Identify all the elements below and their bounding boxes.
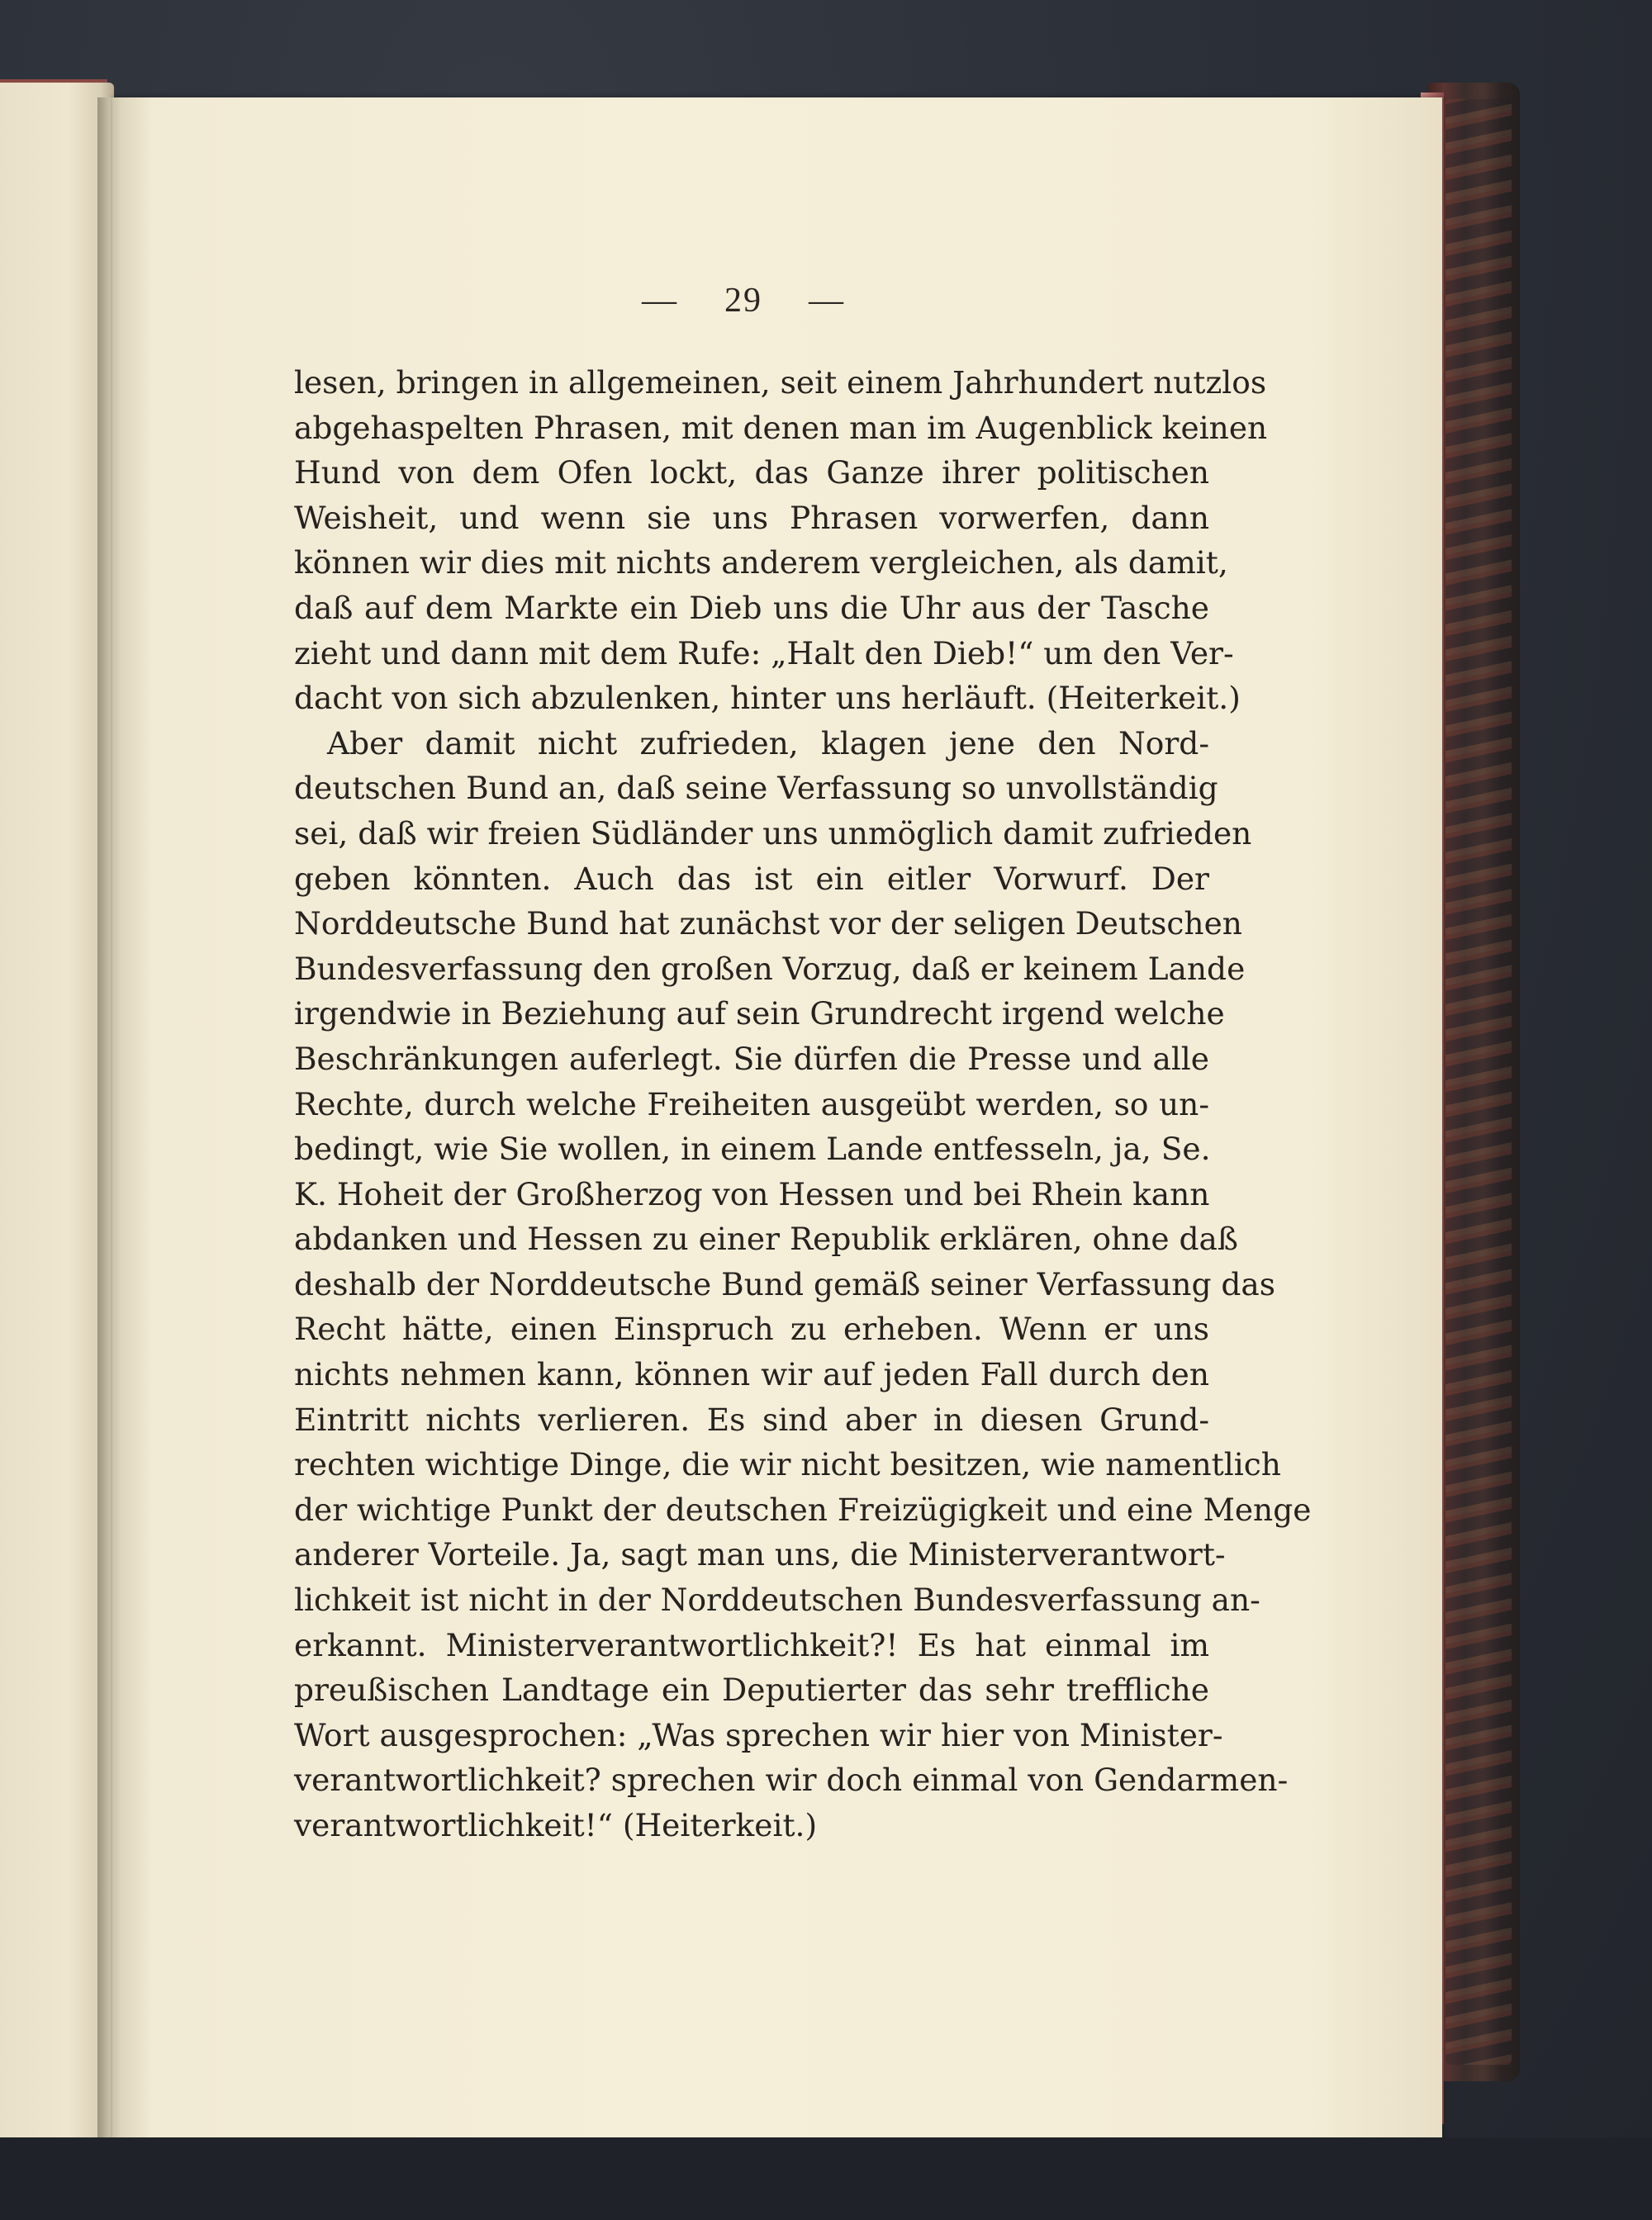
text-line: preußischen Landtage ein Deputierter das sehr treffliche (294, 1672, 1209, 1709)
text-line: nichts nehmen kann, können wir auf jeden Fall durch den (294, 1356, 1209, 1393)
text-line: abgehaspelten Phrasen, mit denen man im Augenblick keinen (294, 409, 1268, 446)
text-line: bedingt, wie Sie wollen, in einem Lande entfesseln, ja, Se. (294, 1131, 1211, 1168)
page-number-dash-right: — (809, 282, 845, 320)
text-line: Norddeutsche Bund hat zunächst vor der seligen Deutschen (294, 905, 1242, 942)
text-line: verantwortlichkeit!“ (Heiterkeit.) (294, 1807, 818, 1843)
text-line: rechten wichtige Dinge, die wir nicht besitzen, wie namentlich (294, 1446, 1281, 1483)
text-line: der wichtige Punkt der deutschen Freizügigkeit und eine Menge (294, 1491, 1312, 1528)
text-line: deutschen Bund an, daß seine Verfassung so unvollständig (294, 770, 1218, 807)
text-line: Beschränkungen auferlegt. Sie dürfen die Presse und alle (294, 1040, 1209, 1077)
text-line: erkannt. Ministerverantwortlichkeit?! Es hat einmal im (294, 1626, 1209, 1663)
text-line: Recht hätte, einen Einspruch zu erheben. Wenn er uns (294, 1311, 1209, 1348)
text-line: Eintritt nichts verlieren. Es sind aber in diesen Grund- (294, 1401, 1209, 1438)
bottom-background (0, 2137, 1652, 2220)
page-number (0, 281, 1487, 320)
text-line: irgendwie in Beziehung auf sein Grundrecht irgend welche (294, 995, 1225, 1032)
page-gutter (97, 97, 121, 2137)
text-line: Hund von dem Ofen lockt, das Ganze ihrer politischen (294, 454, 1209, 491)
text-line: daß auf dem Markte ein Dieb uns die Uhr aus der Tasche (294, 589, 1209, 626)
text-line: Wort ausgesprochen: „Was sprechen wir hier von Minister- (294, 1716, 1223, 1753)
page-number-value: 29 (724, 282, 762, 320)
marbled-cover-texture (1446, 99, 1512, 2065)
body-text (294, 360, 1312, 1848)
text-line: K. Hoheit der Großherzog von Hessen und bei Rhein kann (294, 1175, 1210, 1212)
text-line: abdanken und Hessen zu einer Republik erklären, ohne daß (294, 1221, 1238, 1258)
text-line: Bundesverfassung den großen Vorzug, daß er keinem Lande (294, 950, 1246, 987)
text-line: lesen, bringen in allgemeinen, seit einem Jahrhundert nutzlos (294, 364, 1267, 401)
text-line: zieht und dann mit dem Rufe: „Halt den Dieb!“ um den Ver- (294, 634, 1234, 671)
text-line: anderer Vorteile. Ja, sagt man uns, die Ministerverantwort- (294, 1536, 1226, 1573)
text-line: deshalb der Norddeutsche Bund gemäß seiner Verfassung das (294, 1265, 1275, 1302)
text-line: sei, daß wir freien Südländer uns unmöglich damit zufrieden (294, 814, 1252, 851)
text-line: dacht von sich abzulenken, hinter uns herläuft. (Heiterkeit.) (294, 680, 1241, 717)
text-line: Aber damit nicht zufrieden, klagen jene den Nord- (327, 724, 1209, 761)
text-line: verantwortlichkeit? sprechen wir doch einmal von Gendarmen- (294, 1762, 1289, 1799)
text-line: geben könnten. Auch das ist ein eitler Vorwurf. Der (294, 860, 1209, 897)
text-line: lichkeit ist nicht in der Norddeutschen Bundesverfassung an- (294, 1582, 1260, 1619)
text-line: Rechte, durch welche Freiheiten ausgeübt werden, so un- (294, 1085, 1209, 1122)
text-line: können wir dies mit nichts anderem vergleichen, als damit, (294, 544, 1228, 581)
page-number-dash-left: — (642, 282, 678, 320)
text-line: Weisheit, und wenn sie uns Phrasen vorwerfen, dann (294, 499, 1209, 536)
